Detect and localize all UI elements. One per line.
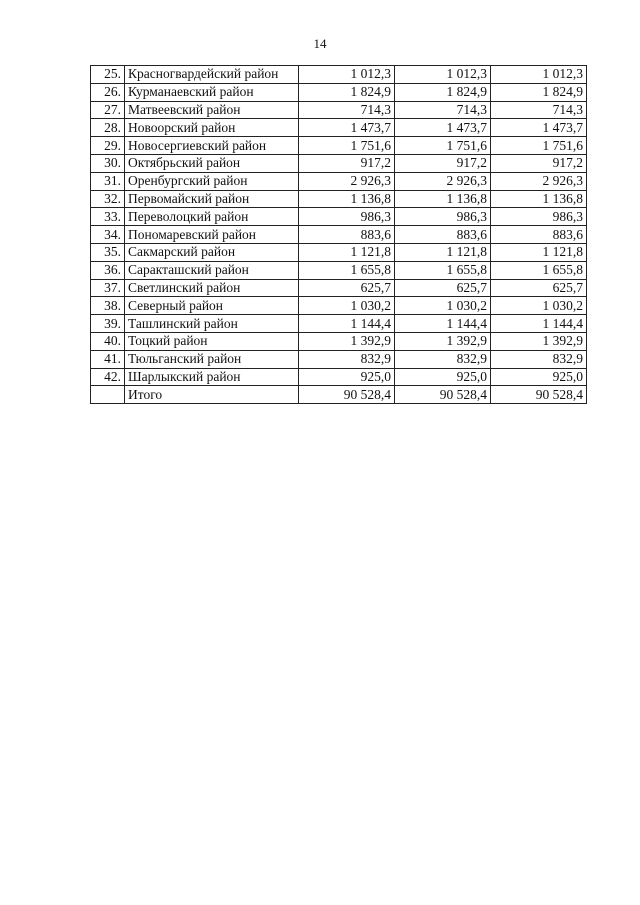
value-cell-2: 986,3	[395, 208, 491, 226]
value-cell-1: 1 655,8	[299, 261, 395, 279]
table-row	[91, 350, 587, 368]
value-cell-1: 1 392,9	[299, 332, 395, 350]
value-cell-3: 1 751,6	[491, 137, 587, 155]
value-cell-2: 714,3	[395, 101, 491, 119]
value-cell-2: 2 926,3	[395, 172, 491, 190]
value-cell-3: 986,3	[491, 208, 587, 226]
value-cell-3: 1 824,9	[491, 83, 587, 101]
value-cell-1: 1 473,7	[299, 119, 395, 137]
district-name-cell: Курманаевский район	[125, 83, 299, 101]
district-name-cell: Сакмарский район	[125, 243, 299, 261]
district-name-cell: Новоорский район	[125, 119, 299, 137]
value-cell-1: 917,2	[299, 154, 395, 172]
row-number-cell: 29.	[91, 137, 125, 155]
table-body	[91, 66, 587, 404]
value-cell-2: 1 136,8	[395, 190, 491, 208]
table-row	[91, 208, 587, 226]
value-cell-2: 1 824,9	[395, 83, 491, 101]
value-cell-3: 1 144,4	[491, 315, 587, 333]
value-cell-1: 832,9	[299, 350, 395, 368]
district-name-cell: Тоцкий район	[125, 332, 299, 350]
value-cell-3: 1 121,8	[491, 243, 587, 261]
district-name-cell: Саракташский район	[125, 261, 299, 279]
table-row	[91, 243, 587, 261]
value-cell-2: 1 751,6	[395, 137, 491, 155]
value-cell-2: 1 030,2	[395, 297, 491, 315]
value-cell-1: 1 030,2	[299, 297, 395, 315]
value-cell-2: 1 144,4	[395, 315, 491, 333]
value-cell-3: 1 655,8	[491, 261, 587, 279]
district-name-cell: Октябрьский район	[125, 154, 299, 172]
value-cell-3: 917,2	[491, 154, 587, 172]
value-cell-2: 1 473,7	[395, 119, 491, 137]
table-row	[91, 119, 587, 137]
value-cell-1: 986,3	[299, 208, 395, 226]
district-name-cell: Северный район	[125, 297, 299, 315]
district-name-cell: Первомайский район	[125, 190, 299, 208]
district-name-cell: Новосергиевский район	[125, 137, 299, 155]
row-number-cell: 27.	[91, 101, 125, 119]
value-cell-3: 1 392,9	[491, 332, 587, 350]
row-number-cell: 41.	[91, 350, 125, 368]
value-cell-2: 625,7	[395, 279, 491, 297]
row-number-cell: 30.	[91, 154, 125, 172]
district-name-cell: Шарлыкский район	[125, 368, 299, 386]
table-row	[91, 154, 587, 172]
row-number-cell: 39.	[91, 315, 125, 333]
row-number-cell: 28.	[91, 119, 125, 137]
value-cell-3: 925,0	[491, 368, 587, 386]
value-cell-2: 90 528,4	[395, 386, 491, 404]
value-cell-2: 1 012,3	[395, 66, 491, 84]
table-row	[91, 172, 587, 190]
value-cell-1: 2 926,3	[299, 172, 395, 190]
district-name-cell: Итого	[125, 386, 299, 404]
row-number-cell: 31.	[91, 172, 125, 190]
value-cell-3: 1 012,3	[491, 66, 587, 84]
value-cell-1: 1 012,3	[299, 66, 395, 84]
value-cell-1: 925,0	[299, 368, 395, 386]
row-number-cell: 33.	[91, 208, 125, 226]
row-number-cell: 34.	[91, 226, 125, 244]
value-cell-2: 1 392,9	[395, 332, 491, 350]
row-number-cell: 36.	[91, 261, 125, 279]
district-name-cell: Оренбургский район	[125, 172, 299, 190]
district-name-cell: Ташлинский район	[125, 315, 299, 333]
districts-table	[90, 65, 587, 404]
row-number-cell: 26.	[91, 83, 125, 101]
row-number-cell: 25.	[91, 66, 125, 84]
table-row	[91, 332, 587, 350]
value-cell-2: 925,0	[395, 368, 491, 386]
value-cell-3: 714,3	[491, 101, 587, 119]
page-number: 14	[313, 36, 327, 51]
value-cell-2: 1 121,8	[395, 243, 491, 261]
value-cell-1: 1 751,6	[299, 137, 395, 155]
district-name-cell: Переволоцкий район	[125, 208, 299, 226]
district-name-cell: Тюльганский район	[125, 350, 299, 368]
value-cell-3: 2 926,3	[491, 172, 587, 190]
table-row	[91, 368, 587, 386]
row-number-cell: 42.	[91, 368, 125, 386]
row-number-cell	[91, 386, 125, 404]
value-cell-1: 1 121,8	[299, 243, 395, 261]
value-cell-2: 883,6	[395, 226, 491, 244]
value-cell-1: 1 136,8	[299, 190, 395, 208]
table-row	[91, 66, 587, 84]
district-name-cell: Матвеевский район	[125, 101, 299, 119]
district-name-cell: Красногвардейский район	[125, 66, 299, 84]
value-cell-1: 1 144,4	[299, 315, 395, 333]
value-cell-1: 1 824,9	[299, 83, 395, 101]
table-row-total	[91, 386, 587, 404]
value-cell-3: 1 473,7	[491, 119, 587, 137]
value-cell-1: 714,3	[299, 101, 395, 119]
table-row	[91, 101, 587, 119]
value-cell-3: 1 136,8	[491, 190, 587, 208]
table-row	[91, 261, 587, 279]
table-row	[91, 279, 587, 297]
row-number-cell: 32.	[91, 190, 125, 208]
value-cell-2: 832,9	[395, 350, 491, 368]
value-cell-1: 90 528,4	[299, 386, 395, 404]
value-cell-3: 1 030,2	[491, 297, 587, 315]
table-row	[91, 137, 587, 155]
row-number-cell: 37.	[91, 279, 125, 297]
table-row	[91, 315, 587, 333]
table-row	[91, 297, 587, 315]
value-cell-1: 625,7	[299, 279, 395, 297]
value-cell-2: 917,2	[395, 154, 491, 172]
row-number-cell: 40.	[91, 332, 125, 350]
table-row	[91, 226, 587, 244]
value-cell-3: 832,9	[491, 350, 587, 368]
row-number-cell: 35.	[91, 243, 125, 261]
district-name-cell: Пономаревский район	[125, 226, 299, 244]
district-name-cell: Светлинский район	[125, 279, 299, 297]
value-cell-2: 1 655,8	[395, 261, 491, 279]
row-number-cell: 38.	[91, 297, 125, 315]
value-cell-3: 90 528,4	[491, 386, 587, 404]
value-cell-1: 883,6	[299, 226, 395, 244]
value-cell-3: 883,6	[491, 226, 587, 244]
value-cell-3: 625,7	[491, 279, 587, 297]
table-row	[91, 190, 587, 208]
table-row	[91, 83, 587, 101]
